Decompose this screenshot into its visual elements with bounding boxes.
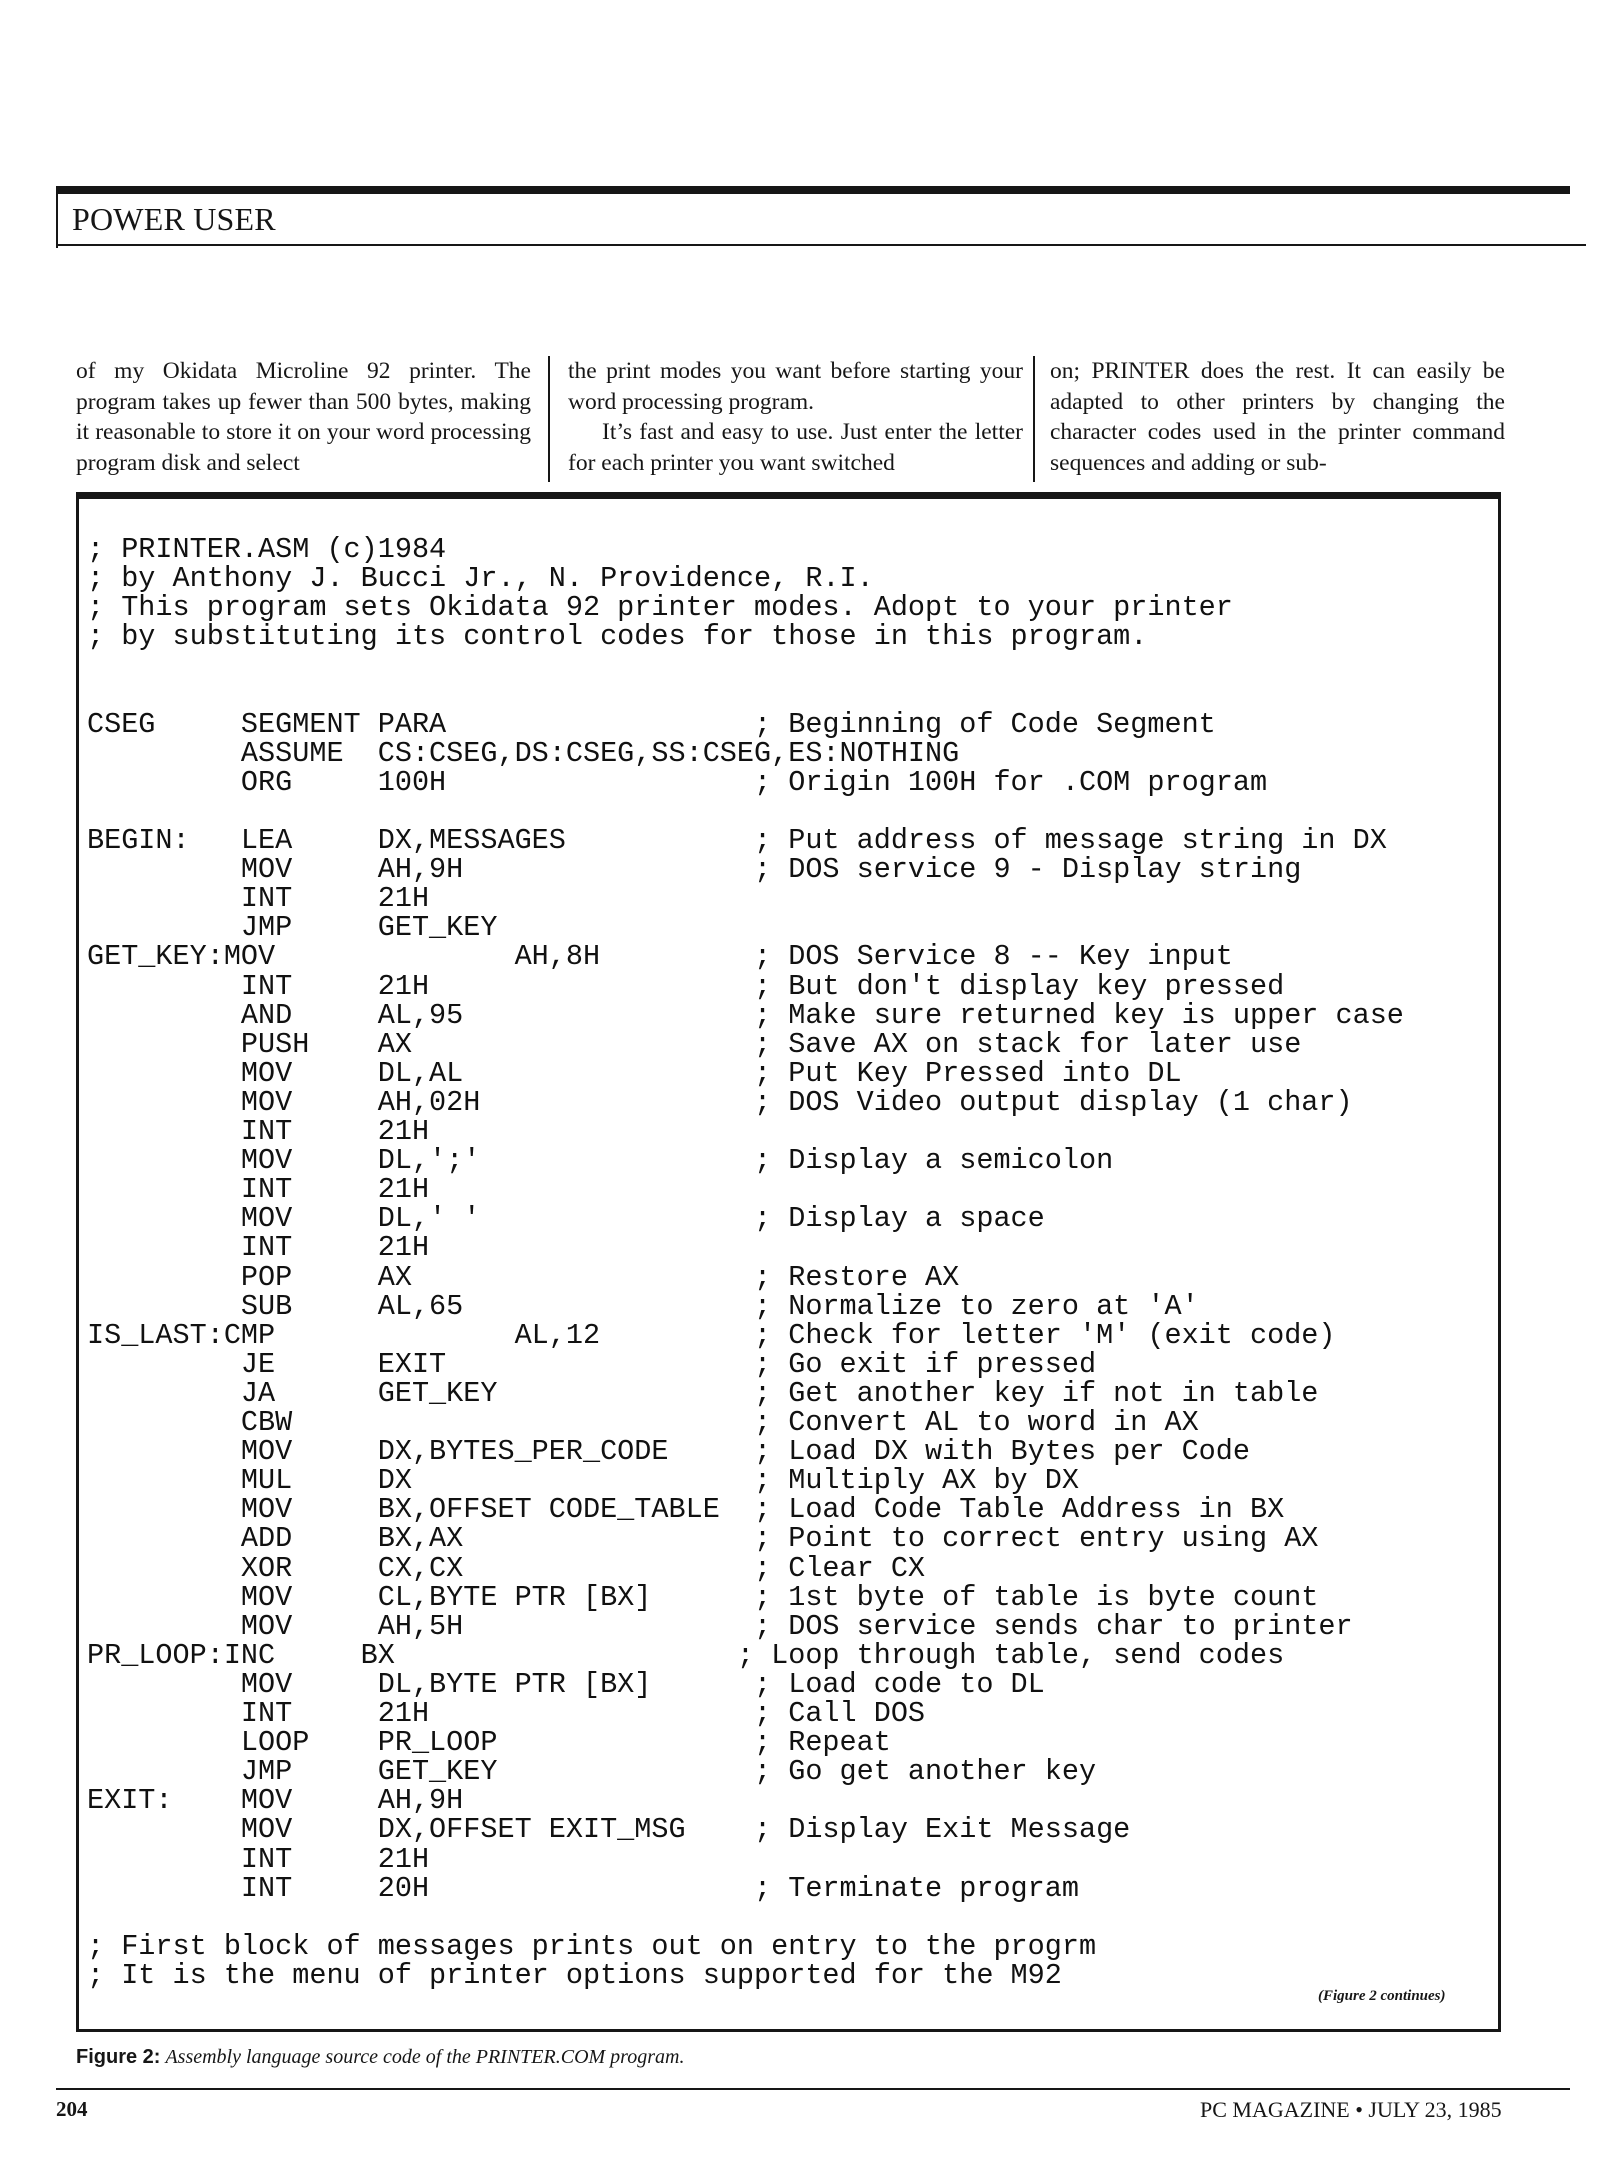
article-text: the print modes you want before starting your word processing program. [568, 358, 1023, 415]
figure-caption [76, 2046, 684, 2069]
code-line: INT 20H ; Terminate program [87, 1871, 1079, 1905]
code-line: MOV AH,5H ; DOS service sends char to printer [87, 1609, 1353, 1643]
code-line: AND AL,95 ; Make sure returned key is upper case [87, 998, 1404, 1032]
code-line: POP AX ; Restore AX [87, 1260, 960, 1294]
code-line: IS_LAST:CMP AL,12 ; Check for letter 'M' (exit code) [87, 1318, 1336, 1352]
publication-footer: PC MAGAZINE • JULY 23, 1985 [1200, 2097, 1502, 2122]
code-line: MOV AH,02H ; DOS Video output display (1 char) [87, 1085, 1353, 1119]
code-line: MOV CL,BYTE PTR [BX] ; 1st byte of table is byte count [87, 1580, 1319, 1614]
figure-continues-note: (Figure 2 continues) [1318, 1988, 1446, 2004]
code-line: JE EXIT ; Go exit if pressed [87, 1347, 1097, 1381]
figure-caption-label: Figure 2: [76, 2046, 161, 2068]
page-number: 204 [56, 2097, 88, 2121]
code-line: MOV BX,OFFSET CODE_TABLE ; Load Code Table Address in BX [87, 1493, 1285, 1527]
code-line: JA GET_KEY ; Get another key if not in table [87, 1376, 1319, 1410]
code-line: INT 21H [87, 1231, 430, 1265]
code-line: PR_LOOP:INC BX ; Loop through table, send codes [87, 1638, 1285, 1672]
article-text: of my Okidata Microline 92 printer. The program takes up fewer than 500 bytes, making it reasonable to store it on your word processing program disk and select [76, 358, 531, 476]
code-line: BEGIN: LEA DX,MESSAGES ; Put address of message string in DX [87, 824, 1387, 857]
code-line: MOV DX,BYTES_PER_CODE ; Load DX with Bytes per Code [87, 1435, 1250, 1469]
code-line: GET_KEY:MOV AH,8H ; DOS Service 8 -- Key input [87, 940, 1233, 974]
code-line: ORG 100H ; Origin 100H for .COM program [87, 765, 1268, 799]
code-line: ASSUME CS:CSEG,DS:CSEG,SS:CSEG,ES:NOTHING [87, 736, 960, 770]
code-line: INT 21H [87, 1842, 430, 1876]
header-top-rule [56, 186, 1570, 194]
code-line: MOV DL,';' ; Display a semicolon [87, 1144, 1114, 1178]
section-label: POWER USER [72, 201, 276, 237]
code-line: INT 21H [87, 1115, 430, 1148]
code-line: EXIT: MOV AH,9H [87, 1784, 464, 1818]
code-line: INT 21H [87, 882, 430, 916]
code-line: SUB AL,65 ; Normalize to zero at 'A' [87, 1289, 1199, 1323]
code-line: ; by Anthony J. Bucci Jr., N. Providence, R.I. [87, 562, 874, 596]
code-line: INT 21H ; But don't display key pressed [87, 969, 1285, 1003]
code-line: ; by substituting its control codes for those in this program. [87, 620, 1148, 654]
code-line: JMP GET_KEY [87, 911, 498, 945]
article-text: on; PRINTER does the rest. It can easily be adapted to other printers by changing the character codes used in the printer command sequences and adding or sub- [1050, 358, 1505, 476]
code-line: MOV DL,' ' ; Display a space [87, 1202, 1045, 1236]
code-line: JMP GET_KEY ; Go get another key [87, 1755, 1097, 1789]
figure-caption-text: Assembly language source code of the PRINTER.COM program. [165, 2046, 685, 2068]
code-line: ADD BX,AX ; Point to correct entry using AX [87, 1522, 1319, 1556]
code-line: ; PRINTER.ASM (c)1984 [87, 533, 447, 566]
code-line: MUL DX ; Multiply AX by DX [87, 1464, 1079, 1498]
code-line: ; First block of messages prints out on entry to the progrm [87, 1929, 1097, 1963]
column-divider [548, 356, 550, 482]
code-line: MOV DL,BYTE PTR [BX] ; Load code to DL [87, 1667, 1045, 1701]
code-line: MOV DX,OFFSET EXIT_MSG ; Display Exit Message [87, 1813, 1131, 1847]
code-line: PUSH AX ; Save AX on stack for later use [87, 1027, 1302, 1061]
code-line: MOV AH,9H ; DOS service 9 - Display string [87, 853, 1302, 887]
code-line: CSEG SEGMENT PARA ; Beginning of Code Segment [87, 707, 1216, 741]
header-left-rule [56, 186, 58, 248]
article-column-2 [568, 356, 1023, 478]
article-text: It’s fast and easy to use. Just enter the letter for each printer you want switched [568, 419, 1023, 476]
code-line: ; It is the menu of printer options supported for the M92 [87, 1958, 1062, 1992]
code-line: CBW ; Convert AL to word in AX [87, 1406, 1199, 1439]
code-line: XOR CX,CX ; Clear CX [87, 1551, 926, 1585]
code-line: MOV DL,AL ; Put Key Pressed into DL [87, 1056, 1182, 1090]
code-line: LOOP PR_LOOP ; Repeat [87, 1726, 891, 1760]
column-divider [1033, 356, 1035, 482]
footer-rule [56, 2088, 1570, 2090]
article-column-3 [1050, 356, 1505, 478]
code-line: INT 21H [87, 1173, 430, 1207]
code-line: INT 21H ; Call DOS [87, 1697, 926, 1730]
code-line: ; This program sets Okidata 92 printer modes. Adopt to your printer [87, 591, 1233, 625]
article-column-1 [76, 356, 531, 478]
header-bottom-rule [56, 244, 1586, 246]
